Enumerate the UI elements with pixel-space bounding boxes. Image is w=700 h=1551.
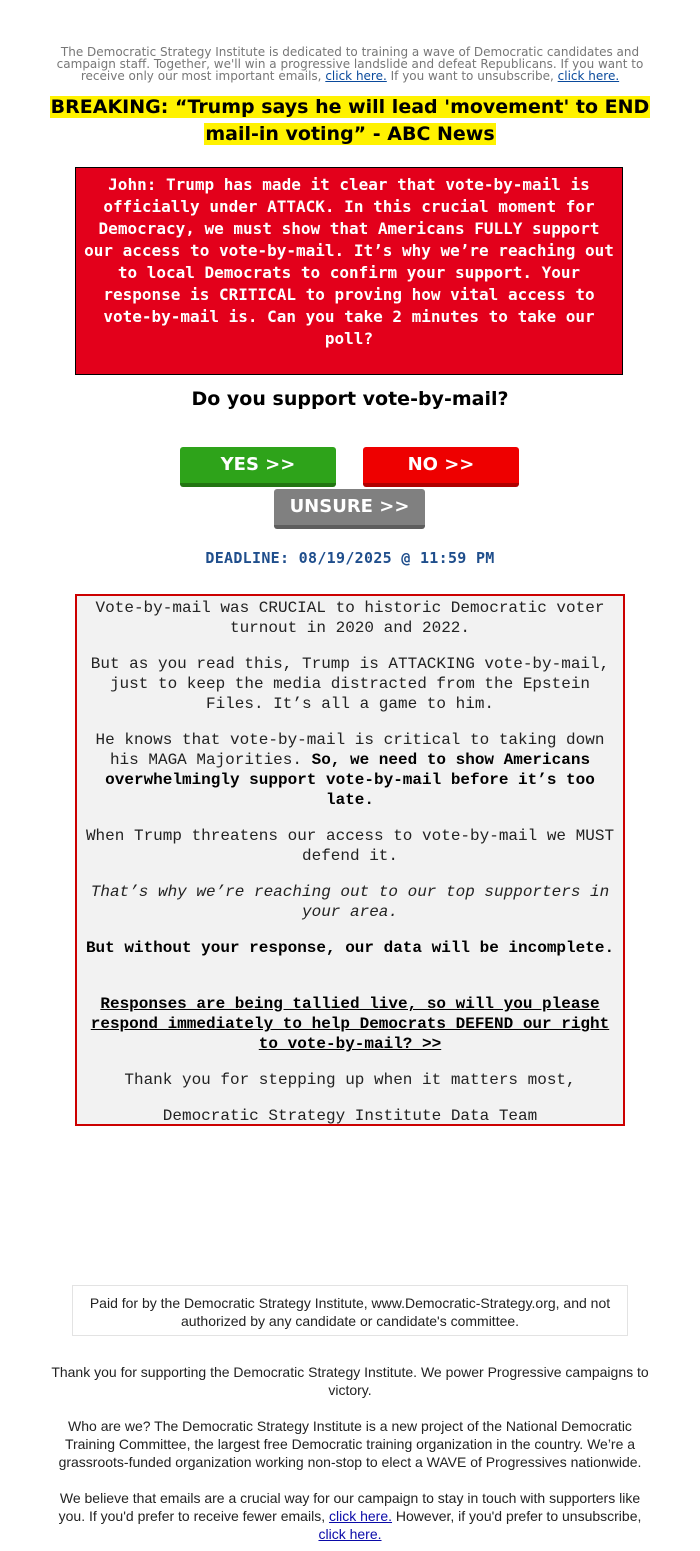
deadline: DEADLINE: 08/19/2025 @ 11:59 PM	[205, 549, 495, 567]
yes-button[interactable]: YES >>	[180, 447, 336, 487]
letter-p8: Thank you for stepping up when it matters most,	[124, 1071, 576, 1089]
letter-box	[75, 594, 625, 1126]
letter-p3	[79, 730, 621, 810]
signature: Democratic Strategy Institute Data Team	[162, 1107, 538, 1125]
alert-box[interactable]: John: Trump has made it clear that vote-by-mail is officially under ATTACK. In this crucial moment for Democracy, we must show that Americans FULLY support our access to vote-by-mail. It’s why we’re reaching out to local Democrats to confirm your support. Your response is CRITICAL to proving how vital access to vote-by-mail is. Can you take 2 minutes to take our poll?	[75, 167, 623, 375]
unsubscribe-link[interactable]: click here.	[557, 69, 620, 83]
letter-p6: But without your response, our data will be incomplete.	[85, 939, 615, 957]
footer-emails	[50, 1489, 650, 1543]
footer-emails-text: We believe that emails are a crucial way for our campaign to stay in touch with supporters like you. If you'd prefer to receive fewer emails,	[58, 1490, 641, 1524]
letter-p5: That’s why we’re reaching out to our top supporters in your area.	[90, 883, 610, 921]
breaking-line-2[interactable]: mail-in voting” - ABC News	[205, 123, 495, 145]
breaking-headline[interactable]	[40, 94, 660, 148]
footer-thanks: Thank you for supporting the Democratic Strategy Institute. We power Progressive campaigns to victory.	[51, 1364, 649, 1398]
preheader-text: The Democratic Strategy Institute is dedicated to training a wave of Democratic candidates and campaign staff. Together, we'll win a progressive landslide and defeat Republicans. If you want to receive only our most important emails,	[56, 45, 644, 83]
preheader-mid: If you want to unsubscribe,	[386, 69, 554, 83]
unsure-button[interactable]: UNSURE >>	[274, 489, 425, 529]
letter-p1: Vote-by-mail was CRUCIAL to historic Democratic voter turnout in 2020 and 2022.	[95, 599, 605, 637]
letter-p4: When Trump threatens our access to vote-by-mail we MUST defend it.	[85, 827, 615, 865]
footer-emails-mid: However, if you'd prefer to unsubscribe,	[392, 1508, 642, 1524]
footer-fewer-emails-link[interactable]: click here.	[328, 1508, 393, 1524]
breaking-line-1[interactable]: BREAKING: “Trump says he will lead 'movement' to END	[50, 96, 650, 118]
poll-question: Do you support vote-by-mail?	[191, 388, 509, 410]
footer-unsubscribe-link[interactable]: click here.	[318, 1526, 382, 1542]
preheader	[40, 46, 660, 82]
footer-who: Who are we? The Democratic Strategy Institute is a new project of the National Democratic Training Committee, the largest free Democratic training organization in the country. We’re a grassroots-funded organization working non-stop to elect a WAVE of Progressives nationwide.	[58, 1418, 642, 1470]
fewer-emails-link[interactable]: click here.	[325, 69, 387, 83]
letter-p3b: So, we need to show Americans overwhelmingly support vote-by-mail before it’s too late.	[105, 751, 595, 809]
no-button[interactable]: NO >>	[363, 447, 519, 487]
respond-link[interactable]: Responses are being tallied live, so will you please respond immediately to help Democrats DEFEND our right to vote-by-mail? >>	[90, 995, 610, 1053]
letter-p3a: He knows that vote-by-mail is critical to taking down his MAGA Majorities.	[95, 731, 605, 769]
letter-p2: But as you read this, Trump is ATTACKING vote-by-mail, just to keep the media distracted from the Epstein Files. It’s all a game to him.	[90, 655, 610, 713]
paid-for-disclaimer: Paid for by the Democratic Strategy Institute, www.Democratic-Strategy.org, and not authorized by any candidate or candidate's committee.	[72, 1285, 628, 1336]
